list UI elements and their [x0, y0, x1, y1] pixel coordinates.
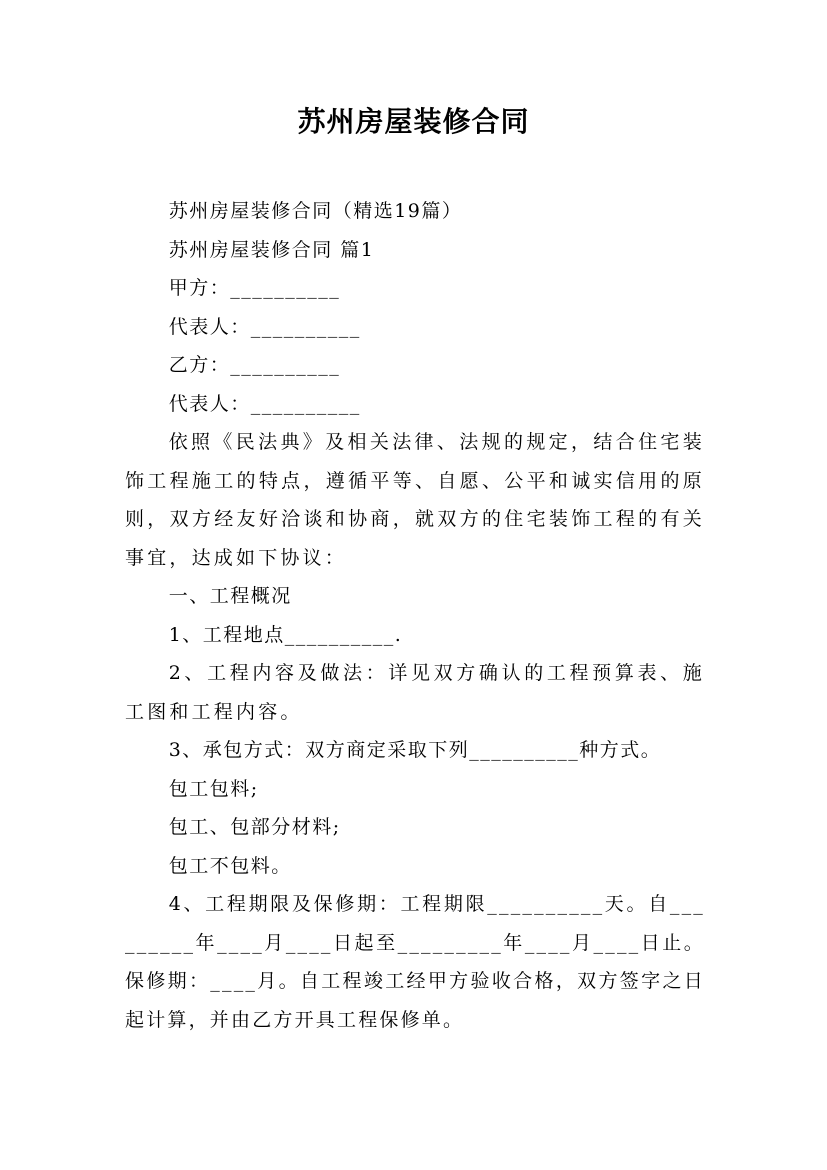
clause-duration-warranty: 4、工程期限及保修期：工程期限__________天。自_________年____月____日起至_________年____月____日止。保修期：____月。自工程竣工经甲方验收合格，双方签字之日起计算，并由乙方开具工程保修单。 [125, 893, 705, 1031]
clause-location: 1、工程地点__________. [168, 623, 403, 646]
document-body [125, 192, 705, 1039]
clause-contract-method: 3、承包方式：双方商定采取下列__________种方式。 [168, 739, 662, 761]
party-b-line: 乙方：__________ [168, 354, 341, 376]
party-b-representative-line: 代表人：__________ [168, 392, 361, 415]
document-title: 苏州房屋装修合同 [297, 105, 530, 138]
section-heading-overview: 一、工程概况 [168, 585, 292, 607]
party-a-line: 甲方：__________ [168, 277, 341, 299]
clause-content: 2、工程内容及做法：详见双方确认的工程预算表、施工图和工程内容。 [125, 662, 705, 723]
contract-part-title: 苏州房屋装修合同 篇1 [168, 238, 375, 261]
contract-heading: 苏州房屋装修合同（精选19篇） [168, 200, 463, 222]
option-labor-partial-materials: 包工、包部分材料; [168, 816, 341, 838]
preamble-paragraph: 依照《民法典》及相关法律、法规的规定，结合住宅装饰工程施工的特点，遵循平等、自愿、公平和诚实信用的原则，双方经友好洽谈和协商，就双方的住宅装饰工程的有关事宜，达成如下协议： [125, 431, 705, 569]
party-a-representative-line: 代表人：__________ [168, 315, 361, 338]
option-labor-and-materials: 包工包料; [168, 777, 259, 800]
option-labor-only: 包工不包料。 [168, 854, 292, 877]
